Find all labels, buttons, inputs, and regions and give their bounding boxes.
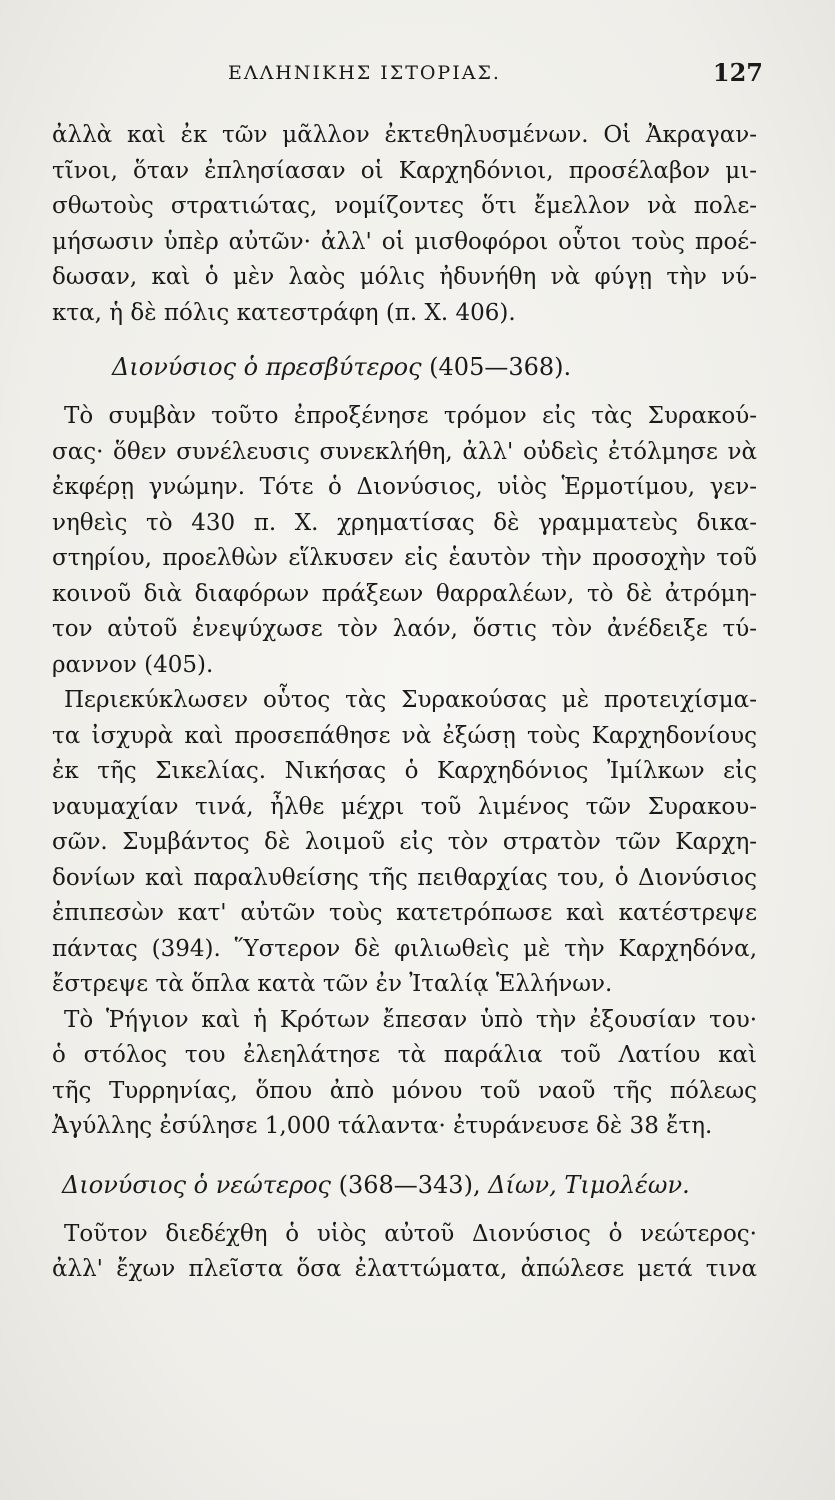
section-heading-names: Δίων, Τιμολέων. xyxy=(488,1170,690,1199)
text-line: ἐκφέρῃ γνώμην. Τότε ὁ Διονύσιος, υἱὸς Ἑρμοτίμου, γεν- xyxy=(52,474,757,500)
section-heading-dionysius-younger xyxy=(52,1163,757,1207)
text-line: τῆς Τυρρηνίας, ὅπου ἀπὸ μόνου τοῦ ναοῦ τῆς πόλεως xyxy=(52,1077,757,1104)
body-text xyxy=(52,118,757,1288)
text-line: νηθεὶς τὸ 430 π. Χ. χρηματίσας δὲ γραμματεὺς δικα- xyxy=(52,509,757,536)
text-line: κοινοῦ διὰ διαφόρων πράξεων θαρραλέων, τὸ δὲ ἀτρόμη- xyxy=(52,580,757,607)
text-line: ναυμαχίαν τινά, ἦλθε μέχρι τοῦ λιμένος τῶν Συρακου- xyxy=(52,793,757,820)
section-heading-title: Διονύσιος ὁ νεώτερος xyxy=(62,1170,331,1199)
text-line: ἐπιπεσὼν κατ' αὐτῶν τοὺς κατετρόπωσε καὶ κατέστρεψε xyxy=(52,900,757,926)
text-line: δονίων καὶ παραλυθείσης τῆς πειθαρχίας του, ὁ Διονύσιος xyxy=(52,864,757,891)
text-line: ἐκ τῆς Σικελίας. Νικήσας ὁ Καρχηδόνιος Ἰμίλκων εἰς xyxy=(52,758,757,784)
text-line: Τοῦτον διεδέχθη ὁ υἱὸς αὐτοῦ Διονύσιος ὁ νεώτερος· xyxy=(64,1220,757,1247)
paragraph-4 xyxy=(52,1003,757,1145)
text-line: Τὸ συμβὰν τοῦτο ἐπροξένησε τρόμον εἰς τὰς Συρακού- xyxy=(64,403,757,429)
text-line: Περιεκύκλωσεν οὗτος τὰς Συρακούσας μὲ προτειχίσμα- xyxy=(64,687,757,713)
page-header xyxy=(0,58,835,92)
section-heading-dates: (405—368). xyxy=(421,353,572,381)
text-line: τῖνοι, ὅταν ἐπλησίασαν οἱ Καρχηδόνιοι, προσέλαβον μι- xyxy=(52,157,757,184)
text-line: Ἀγύλλης ἐσύλησε 1,000 τάλαντα· ἐτυράνευσε δὲ 38 ἔτη. xyxy=(52,1113,713,1139)
text-line: ἔστρεψε τὰ ὅπλα κατὰ τῶν ἐν Ἰταλίᾳ Ἑλλήνων. xyxy=(52,971,613,997)
text-line: τα ἰσχυρὰ καὶ προσεπάθησε νὰ ἐξώσῃ τοὺς Καρχηδονίους xyxy=(52,722,757,749)
text-line: στηρίου, προελθὼν εἵλκυσεν εἰς ἑαυτὸν τὴν προσοχὴν τοῦ xyxy=(52,545,757,571)
running-title: ΕΛΛΗΝΙΚΗΣ ΙΣΤΟΡΙΑΣ. xyxy=(228,62,501,84)
text-line: τον αὐτοῦ ἐνεψύχωσε τὸν λαόν, ὅστις τὸν ἀνέδειξε τύ- xyxy=(52,616,757,642)
paragraph-5 xyxy=(52,1217,757,1288)
paragraph-1 xyxy=(52,118,757,331)
paragraph-2 xyxy=(52,399,757,683)
text-line: κτα, ἡ δὲ πόλις κατεστράφη (π. Χ. 406). xyxy=(52,299,516,326)
page-number: 127 xyxy=(712,58,763,87)
section-heading-dates: (368—343), xyxy=(330,1170,489,1199)
section-heading-dionysius-elder xyxy=(52,345,757,389)
text-line: πάντας (394). Ὕστερον δὲ φιλιωθεὶς μὲ τὴν Καρχηδόνα, xyxy=(52,935,757,962)
text-line: σῶν. Συμβάντος δὲ λοιμοῦ εἰς τὸν στρατὸν τῶν Καρχη- xyxy=(52,829,757,855)
text-line: σθωτοὺς στρατιώτας, νομίζοντες ὅτι ἔμελλον νὰ πολε- xyxy=(52,193,757,219)
section-heading-title: Διονύσιος ὁ πρεσβύτερος xyxy=(112,353,422,381)
text-line: σας· ὅθεν συνέλευσις συνεκλήθη, ἀλλ' οὐδεὶς ἐτόλμησε νὰ xyxy=(52,438,757,465)
text-line: ἀλλ' ἔχων πλεῖστα ὅσα ἐλαττώματα, ἀπώλεσε μετά τινα xyxy=(52,1256,757,1282)
text-line: μήσωσιν ὑπὲρ αὐτῶν· ἀλλ' οἱ μισθοφόροι οὗτοι τοὺς προέ- xyxy=(52,228,757,255)
text-line: ἀλλὰ καὶ ἐκ τῶν μᾶλλον ἐκτεθηλυσμένων. Οἱ Ἀκραγαν- xyxy=(52,122,757,148)
text-line: δωσαν, καὶ ὁ μὲν λαὸς μόλις ἠδυνήθη νὰ φύγῃ τὴν νύ- xyxy=(52,264,757,290)
text-line: Τὸ Ῥήγιον καὶ ἡ Κρότων ἔπεσαν ὑπὸ τὴν ἐξουσίαν του· xyxy=(64,1006,757,1033)
paragraph-3 xyxy=(52,683,757,1003)
text-line: ραννον (405). xyxy=(52,651,214,678)
text-line: ὁ στόλος του ἐλεηλάτησε τὰ παράλια τοῦ Λατίου καὶ xyxy=(52,1042,757,1068)
